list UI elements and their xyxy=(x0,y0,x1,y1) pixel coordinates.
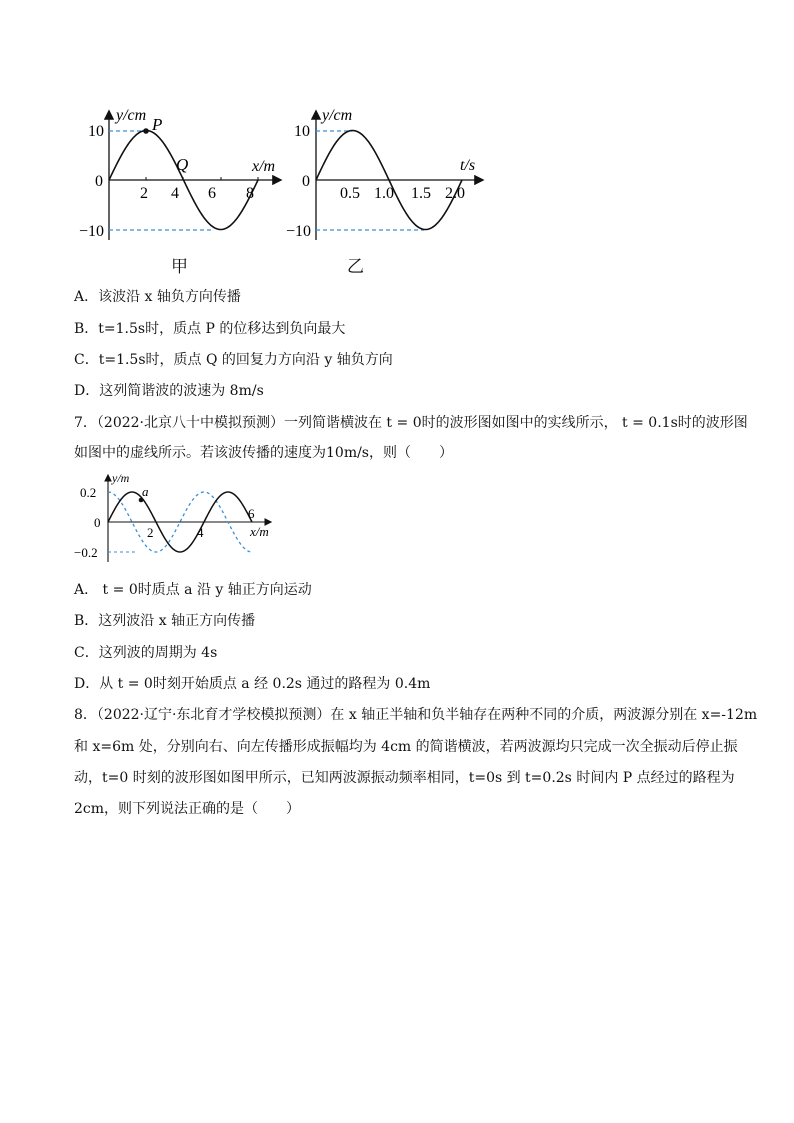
figure-q7 xyxy=(74,470,284,570)
y-tick-label: −0.2 xyxy=(74,545,98,560)
figure-caption-yi: 乙 xyxy=(347,257,364,277)
x-tick-label: 2 xyxy=(147,525,154,540)
y-tick-label: 0 xyxy=(302,173,310,190)
y-axis-label: y/m xyxy=(112,471,130,485)
point-a-label: a xyxy=(142,484,149,499)
x-axis-label: x/m xyxy=(250,524,269,539)
y-tick-label: 10 xyxy=(294,123,310,140)
y-tick-label: −10 xyxy=(286,223,312,240)
x-axis-label: x/m xyxy=(252,158,276,175)
y-tick-label: −10 xyxy=(79,223,105,240)
x-tick-label: 2 xyxy=(140,185,148,202)
y-tick-label: 0.2 xyxy=(80,485,97,500)
q7-option-a: A． t = 0时质点 a 沿 y 轴正方向运动 xyxy=(74,582,312,598)
q6-option-c: C．t=1.5s时，质点 Q 的回复力方向沿 y 轴负方向 xyxy=(74,352,393,368)
q6-option-b: B．t=1.5s时，质点 P 的位移达到负向最大 xyxy=(74,321,346,337)
q7-stem-line-1: 7．（2022·北京八十中模拟预测）一列简谐横波在 t = 0时的波形图如图中的实线所示， t = 0.1s时的波形图 xyxy=(74,415,748,431)
q8-stem-line-2: 和 x=6m 处，分别向右、向左传播形成振幅均为 4cm 的简谐横波，若两波源均只完成一次全振动后停止振 xyxy=(74,739,738,755)
q8-stem-line-3: 动，t=0 时刻的波形图如图甲所示，已知两波源振动频率相同，t=0s 到 t=0.2s 时间内 P 点经过的路程为 xyxy=(74,770,735,786)
t-axis-label: t/s xyxy=(460,157,476,174)
x-tick-label: 8 xyxy=(246,185,254,202)
t-tick-label: 1.5 xyxy=(411,185,431,202)
x-tick-label: 4 xyxy=(171,185,179,202)
x-tick-label: 6 xyxy=(208,185,216,202)
t-tick-label: 2.0 xyxy=(445,185,465,202)
q6-option-d: D．这列简谐波的波速为 8m/s xyxy=(74,383,264,399)
q8-stem-line-4: 2cm，则下列说法正确的是（ ） xyxy=(74,801,301,817)
t-tick-label: 1.0 xyxy=(374,185,394,202)
q7-option-c: C．这列波的周期为 4s xyxy=(74,645,218,661)
figure-jia xyxy=(79,100,294,250)
y-tick-label: 0 xyxy=(95,173,103,190)
y-tick-label: 10 xyxy=(88,123,104,140)
point-q-label: Q xyxy=(176,155,189,174)
q8-stem-line-1: 8．（2022·辽宁·东北育才学校模拟预测）在 x 轴正半轴和负半轴存在两种不同的介质，两波源分别在 x=-12m xyxy=(74,707,758,723)
q7-option-b: B．这列波沿 x 轴正方向传播 xyxy=(74,613,256,629)
figure-yi xyxy=(286,100,490,250)
y-axis-label: y/cm xyxy=(322,107,353,124)
point-p-label: P xyxy=(152,115,163,134)
q6-option-a: A．该波沿 x 轴负方向传播 xyxy=(74,289,241,305)
x-tick-label: 6 xyxy=(248,506,255,521)
q7-stem-line-2: 如图中的虚线所示。若该波传播的速度为10m/s，则（ ） xyxy=(74,445,453,461)
q7-option-d: D．从 t = 0时刻开始质点 a 经 0.2s 通过的路程为 0.4m xyxy=(74,676,431,692)
y-axis-label: y/cm xyxy=(116,107,147,124)
x-tick-label: 4 xyxy=(197,525,204,540)
figure-caption-jia: 甲 xyxy=(171,257,188,277)
point-p-marker xyxy=(143,128,149,134)
y-tick-label: 0 xyxy=(94,515,101,530)
t-tick-label: 0.5 xyxy=(340,185,360,202)
